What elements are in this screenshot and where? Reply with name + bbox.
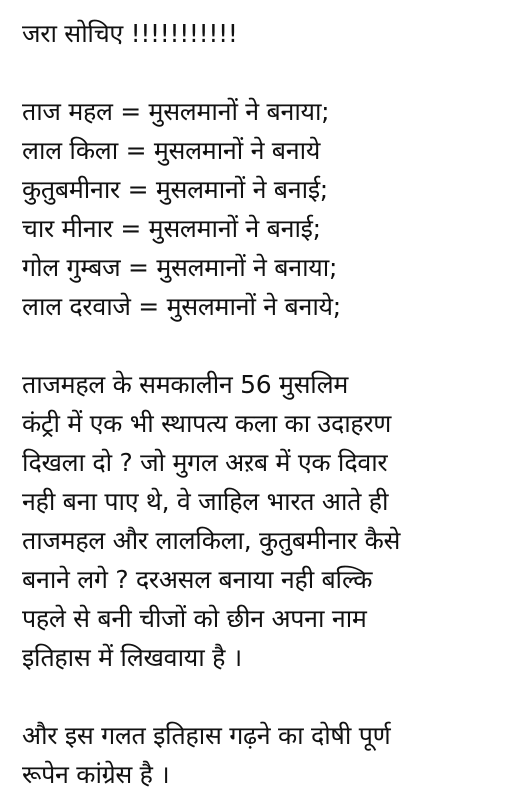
blank-line [22, 677, 512, 716]
blank-line [22, 326, 512, 365]
blank-line [22, 53, 512, 92]
paragraph-line: इतिहास में लिखवाया है । [22, 643, 242, 672]
document-title: जरा सोचिए !!!!!!!!!!! [22, 19, 238, 48]
claims-list [22, 92, 512, 326]
claim-line: कुतुबमीनार = मुसलमानों ने बनाई; [22, 175, 328, 204]
claim-line: लाल किला = मुसलमानों ने बनाये [22, 136, 321, 165]
paragraph-line: बनाने लगे ? दरअसल बनाया नही बल्कि [22, 565, 373, 594]
paragraph-line: दिखला दो ? जो मुगल अऱब में एक दिवार [22, 448, 388, 477]
document-body [22, 14, 512, 794]
claim-line: ताज महल = मुसलमानों ने बनाया; [22, 97, 330, 126]
claim-line: लाल दरवाजे = मुसलमानों ने बनाये; [22, 292, 341, 321]
paragraph-line: नही बना पाए थे, वे जाहिल भारत आते ही [22, 487, 389, 516]
closing-line: और इस गलत इतिहास गढ़ने का दोषी पूर्ण [22, 721, 391, 750]
closing-paragraph [22, 716, 512, 794]
closing-line: रूपेन कांग्रेस है । [22, 760, 170, 789]
paragraph-line: ताजमहल और लालकिला, कुतुबमीनार कैसे [22, 526, 401, 555]
main-paragraph [22, 365, 512, 677]
paragraph-line: कंट्री में एक भी स्थापत्य कला का उदाहरण [22, 409, 392, 438]
claim-line: चार मीनार = मुसलमानों ने बनाई; [22, 214, 321, 243]
claim-line: गोल गुम्बज = मुसलमानों ने बनाया; [22, 253, 338, 282]
paragraph-line: ताजमहल के समकालीन 56 मुसलिम [22, 370, 348, 399]
paragraph-line: पहले से बनी चीजों को छीन अपना नाम [22, 604, 367, 633]
